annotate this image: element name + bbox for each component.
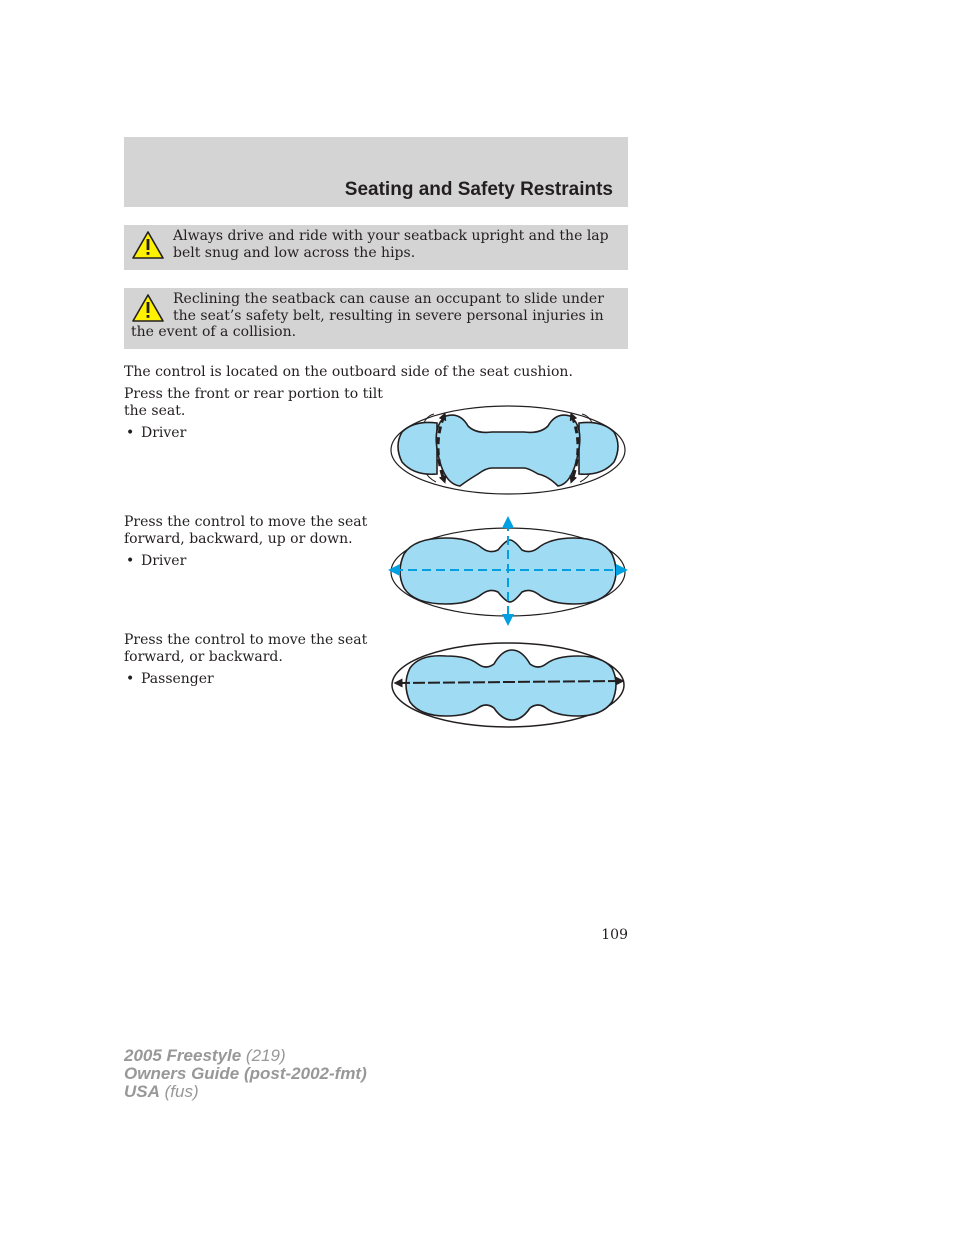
bullet-label: Driver	[141, 553, 187, 569]
section-header	[124, 137, 628, 207]
document-footer	[124, 1047, 367, 1101]
instruction-paragraph	[124, 632, 367, 665]
page-number: 109	[601, 927, 628, 943]
warning-text: Always drive and ride with your seatback upright and the lap belt snug and low across the hips.	[173, 228, 609, 261]
bullet-item: • Driver	[126, 553, 187, 569]
bullet-item: • Passenger	[126, 671, 214, 687]
seat-control-shape	[406, 650, 616, 720]
footer-line: USA (fus)	[124, 1082, 199, 1101]
bullet-label: Passenger	[141, 671, 214, 687]
footer-line: 2005 Freestyle (219)	[124, 1046, 286, 1065]
bullet-label: Driver	[141, 425, 187, 441]
four-way-control-diagram	[386, 516, 628, 628]
instruction-line: Press the control to move the seat	[124, 632, 368, 648]
warning-triangle-icon	[131, 230, 165, 260]
instruction-line: forward, or backward.	[124, 648, 283, 665]
footer-line: Owners Guide (post-2002-fmt)	[124, 1064, 367, 1083]
bullet-item: • Driver	[126, 425, 187, 441]
instruction-paragraph	[124, 514, 367, 547]
warning-box	[124, 225, 628, 270]
instruction-line: the seat.	[124, 402, 186, 419]
intro-paragraph: The control is located on the outboard side of the seat cushion.	[124, 364, 573, 380]
instruction-line: Press the control to move the seat	[124, 514, 368, 530]
instruction-line: forward, backward, up or down.	[124, 530, 353, 547]
two-way-control-diagram	[390, 640, 628, 730]
section-title: Seating and Safety Restraints	[344, 179, 613, 200]
warning-triangle-icon	[131, 293, 165, 323]
instruction-line: Press the front or rear portion to tilt	[124, 386, 383, 402]
tilt-control-diagram	[388, 404, 628, 496]
instruction-paragraph	[124, 386, 383, 419]
warning-text: Reclining the seatback can cause an occupant to slide under the seat’s safety belt, resulting in severe personal injuries in the event of a collision.	[131, 291, 604, 340]
warning-box	[124, 288, 628, 349]
